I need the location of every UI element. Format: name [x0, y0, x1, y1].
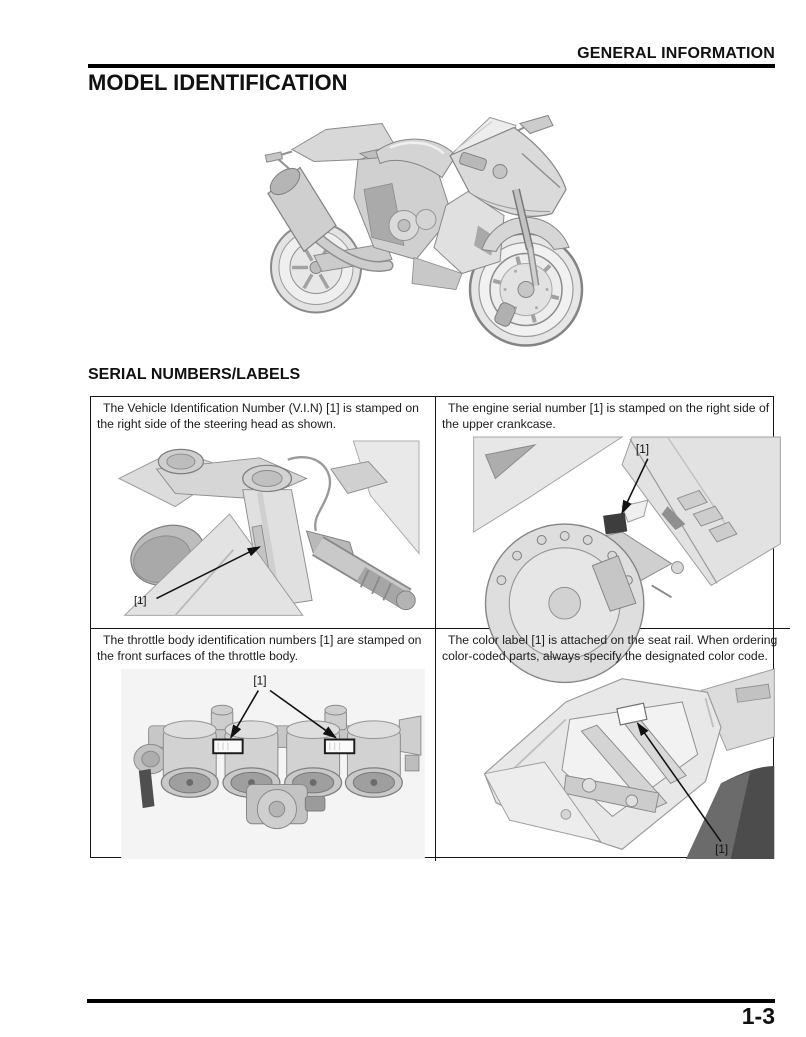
table-cell-engine-serial [436, 397, 790, 629]
section-heading: SERIAL NUMBERS/LABELS [88, 366, 301, 383]
serial-numbers-table [90, 396, 778, 858]
engine-serial-text: The engine serial number [1] is stamped on the right side of the upper crankcase. [442, 401, 770, 431]
engine-serial-illustration [472, 437, 782, 625]
vin-text: The Vehicle Identification Number (V.I.N) [1] is stamped on the right side of the steering head as shown. [97, 401, 419, 431]
page-number: 1-3 [741, 1003, 775, 1029]
motorcycle-art [264, 96, 604, 354]
motorcycle-illustration [264, 96, 604, 354]
table-cell-vin [91, 397, 436, 629]
vin-callout-label: [1] [134, 594, 147, 607]
engine-serial-mark [603, 512, 627, 534]
steering-head-art [119, 441, 419, 615]
throttle-body-illustration [119, 669, 427, 859]
color-label-callout-label: [1] [715, 842, 729, 856]
chapter-header: GENERAL INFORMATION [577, 45, 775, 62]
footer-rule [87, 999, 775, 1003]
color-label-illustration [472, 669, 779, 859]
table-cell-throttle-body [91, 629, 436, 861]
engine-serial-callout-label: [1] [635, 441, 650, 456]
steering-head-illustration [119, 437, 419, 623]
page-title: MODEL IDENTIFICATION [88, 70, 348, 95]
throttle-callout-label: [1] [253, 674, 267, 688]
header-rule [88, 64, 775, 68]
table-cell-color-label [436, 629, 790, 861]
throttle-body-text: The throttle body identification numbers [1] are stamped on the front surfaces of the throttle body. [97, 633, 422, 663]
color-label-text: The color label [1] is attached on the seat rail. When ordering color-coded parts, always specify the designated color code. [442, 633, 778, 663]
seat-rail-art [484, 669, 774, 859]
